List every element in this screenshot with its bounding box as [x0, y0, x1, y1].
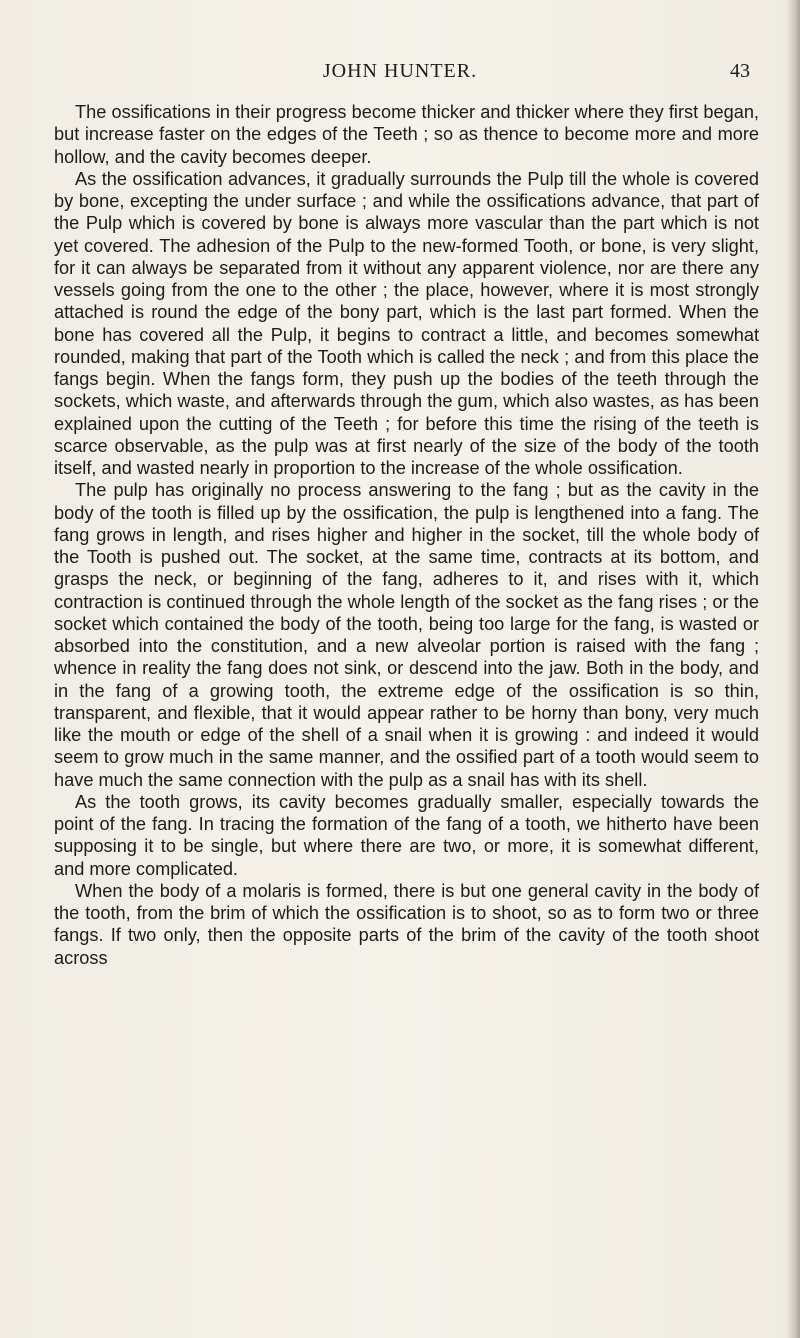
paragraph: The pulp has originally no process answering to the fang ; but as the cavity in the body of the tooth is filled up by the ossification, the pulp is lengthened into a fang. The fang grows in length, and rises higher and higher in the socket, till the whole body of the Tooth is pushed out. The socket, at the same time, contracts at its bottom, and grasps the neck, or beginning of the fang, adheres to it, and rises with it, which contraction is continued through the whole length of the socket as the fang rises ; or the socket which contained the body of the tooth, being too large for the fang, is wasted or absorbed into the constitution, and a new alveolar portion is raised with the fang ; whence in reality the fang does not sink, or descend into the jaw. Both in the body, and in the fang of a growing tooth, the extreme edge of the ossification is so thin, transparent, and flexible, that it would appear rather to be horny than bony, very much like the mouth or edge of the shell of a snail when it is growing : and indeed it would seem to grow much in the same manner, and the ossified part of a tooth would seem to have much the same connection with the pulp as a snail has with its shell. — [54, 480, 759, 790]
page-header — [0, 60, 800, 90]
page-edge-shadow — [786, 0, 800, 1338]
paragraph: The ossifications in their progress become thicker and thicker where they first began, but increase faster on the edges of the Teeth ; so as thence to become more and more hollow, and the cavity becomes deeper. — [54, 102, 759, 167]
paragraph: As the ossification advances, it gradually surrounds the Pulp till the whole is covered by bone, excepting the under surface ; and while the ossifications advance, that part of the Pulp which is covered by bone is always more vascular than the part which is not yet covered. The adhesion of the Pulp to the new-formed Tooth, or bone, is very slight, for it can always be separated from it without any apparent violence, nor are there any vessels going from the one to the other ; the place, however, where it is most strongly attached is round the edge of the bony part, which is the last part formed. When the bone has covered all the Pulp, it begins to contract a little, and becomes somewhat rounded, making that part of the Tooth which is called the neck ; and from this place the fangs begin. When the fangs form, they push up the bodies of the teeth through the sockets, which waste, and afterwards through the gum, which also wastes, as has been explained upon the cutting of the Teeth ; for before this time the rising of the teeth is scarce observable, as the pulp was at first nearly of the size of the body of the tooth itself, and wasted nearly in proportion to the increase of the whole ossification. — [54, 168, 759, 478]
page-number: 43 — [730, 60, 750, 82]
paragraph: As the tooth grows, its cavity becomes gradually smaller, especially towards the point of the fang. In tracing the formation of the fang of a tooth, we hitherto have been supposing it to be single, but where there are two, or more, it is somewhat different, and more complicated. — [54, 791, 759, 879]
paragraph: When the body of a molaris is formed, there is but one general cavity in the body of the tooth, from the brim of which the ossification is to shoot, so as to form two or three fangs. If two only, then the opposite parts of the brim of the cavity of the tooth shoot across — [54, 880, 759, 968]
running-head: JOHN HUNTER. — [322, 60, 478, 82]
body-text — [54, 101, 759, 969]
